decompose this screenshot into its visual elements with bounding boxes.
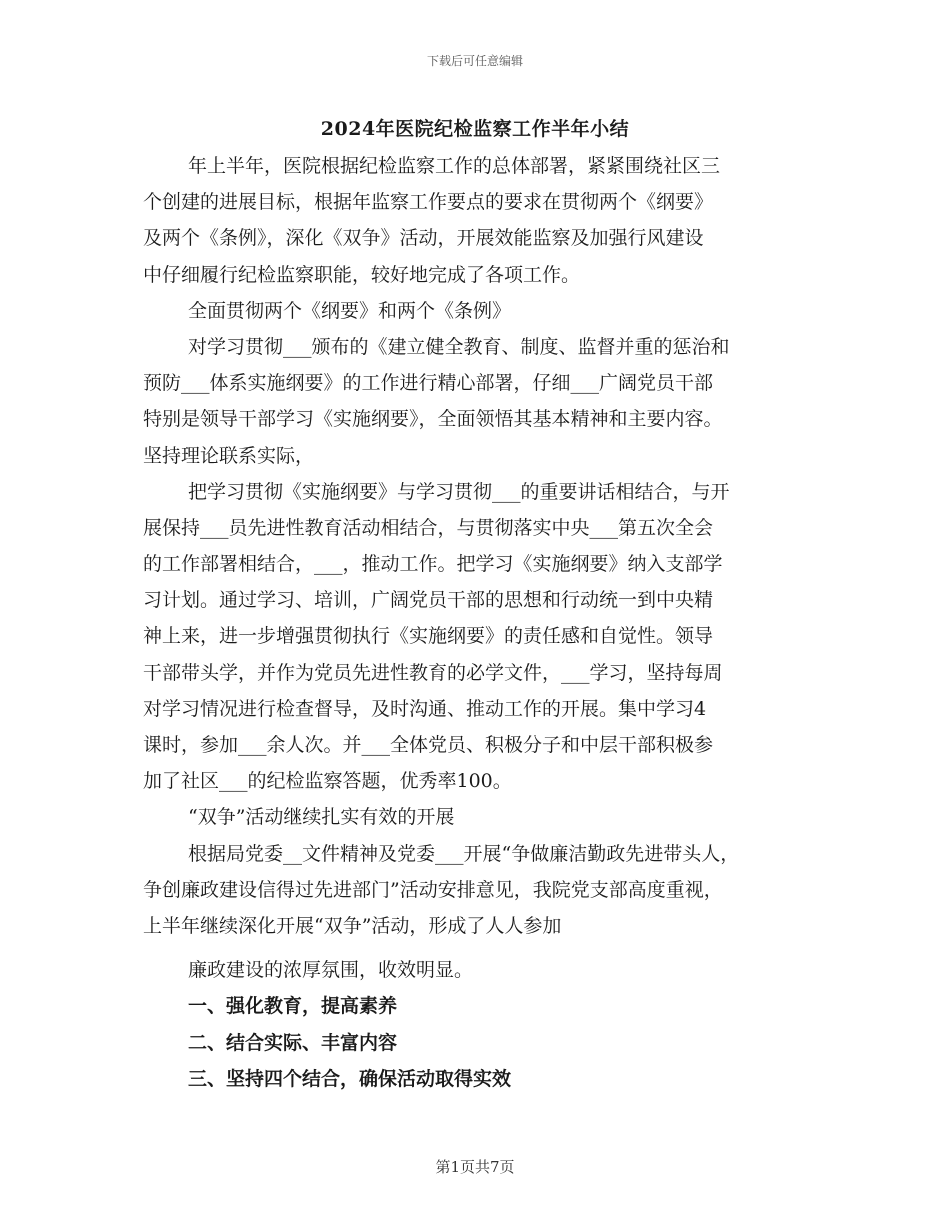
body-text-line: 干部带头学，并作为党员先进性教育的必学文件，___学习，坚持每周 xyxy=(143,661,723,684)
body-text-line: 根据局党委__文件精神及党委___开展“争做廉洁勤政先进带头人， xyxy=(188,842,740,865)
body-text-line: 预防___体系实施纲要》的工作进行精心部署，仔细___广阔党员干部 xyxy=(143,372,714,395)
body-text-line: 展保持___员先进性教育活动相结合，与贯彻落实中央___第五次全会 xyxy=(143,516,714,539)
section-heading: 二、结合实际、丰富内容 xyxy=(188,1031,398,1054)
document-body xyxy=(143,148,833,1097)
section-heading: 一、强化教育，提高素养 xyxy=(188,995,398,1018)
body-text-line: 加了社区___的纪检监察答题，优秀率100。 xyxy=(143,770,512,793)
body-text-line: “双争”活动继续扎实有效的开展 xyxy=(188,806,455,829)
body-text-line: 上半年继续深化开展“双争”活动，形成了人人参加 xyxy=(143,914,562,937)
body-text-line: 对学习贯彻___颁布的《建立健全教育、制度、监督并重的惩治和 xyxy=(188,335,730,358)
body-text-line: 把学习贯彻《实施纲要》与学习贯彻___的重要讲话相结合，与开 xyxy=(188,480,730,503)
body-text-line: 坚持理论联系实际， xyxy=(143,444,315,467)
section-heading: 三、坚持四个结合，确保活动取得实效 xyxy=(188,1067,512,1090)
body-text-line: 中仔细履行纪检监察职能，较好地完成了各项工作。 xyxy=(143,263,581,286)
body-text-line: 习计划。通过学习、培训，广阔党员干部的思想和行动统一到中央精 xyxy=(143,589,714,612)
body-text-line: 争创廉政建设信得过先进部门”活动安排意见，我院党支部高度重视， xyxy=(143,878,723,901)
body-text-line: 的工作部署相结合，___，推动工作。把学习《实施纲要》纳入支部学 xyxy=(143,553,723,576)
document-title: 2024年医院纪检监察工作半年小结 xyxy=(320,118,630,140)
body-text-line: 特别是领导干部学习《实施纲要》，全面领悟其基本精神和主要内容。 xyxy=(143,408,723,431)
body-text-line: 个创建的进展目标，根据年监察工作要点的要求在贯彻两个《纲要》 xyxy=(143,191,714,214)
body-text-line: 全面贯彻两个《纲要》和两个《条例》 xyxy=(188,299,512,322)
body-text-line: 神上来，进一步增强贯彻执行《实施纲要》的责任感和自觉性。领导 xyxy=(143,625,714,648)
body-text-line: 年上半年，医院根据纪检监察工作的总体部署，紧紧围绕社区三 xyxy=(188,155,721,177)
body-text-line: 课时，参加___余人次。并___全体党员、积极分子和中层干部积极参 xyxy=(143,734,714,756)
body-text-line: 廉政建设的浓厚氛围，收效明显。 xyxy=(188,959,474,982)
page-header: 下载后可任意编辑 xyxy=(426,54,523,68)
page-footer: 第1页共7页 xyxy=(435,1158,515,1176)
body-text-line: 及两个《条例》，深化《双争》活动，开展效能监察及加强行风建设 xyxy=(143,227,704,250)
body-text-line: 对学习情况进行检查督导，及时沟通、推动工作的开展。集中学习4 xyxy=(143,697,707,720)
